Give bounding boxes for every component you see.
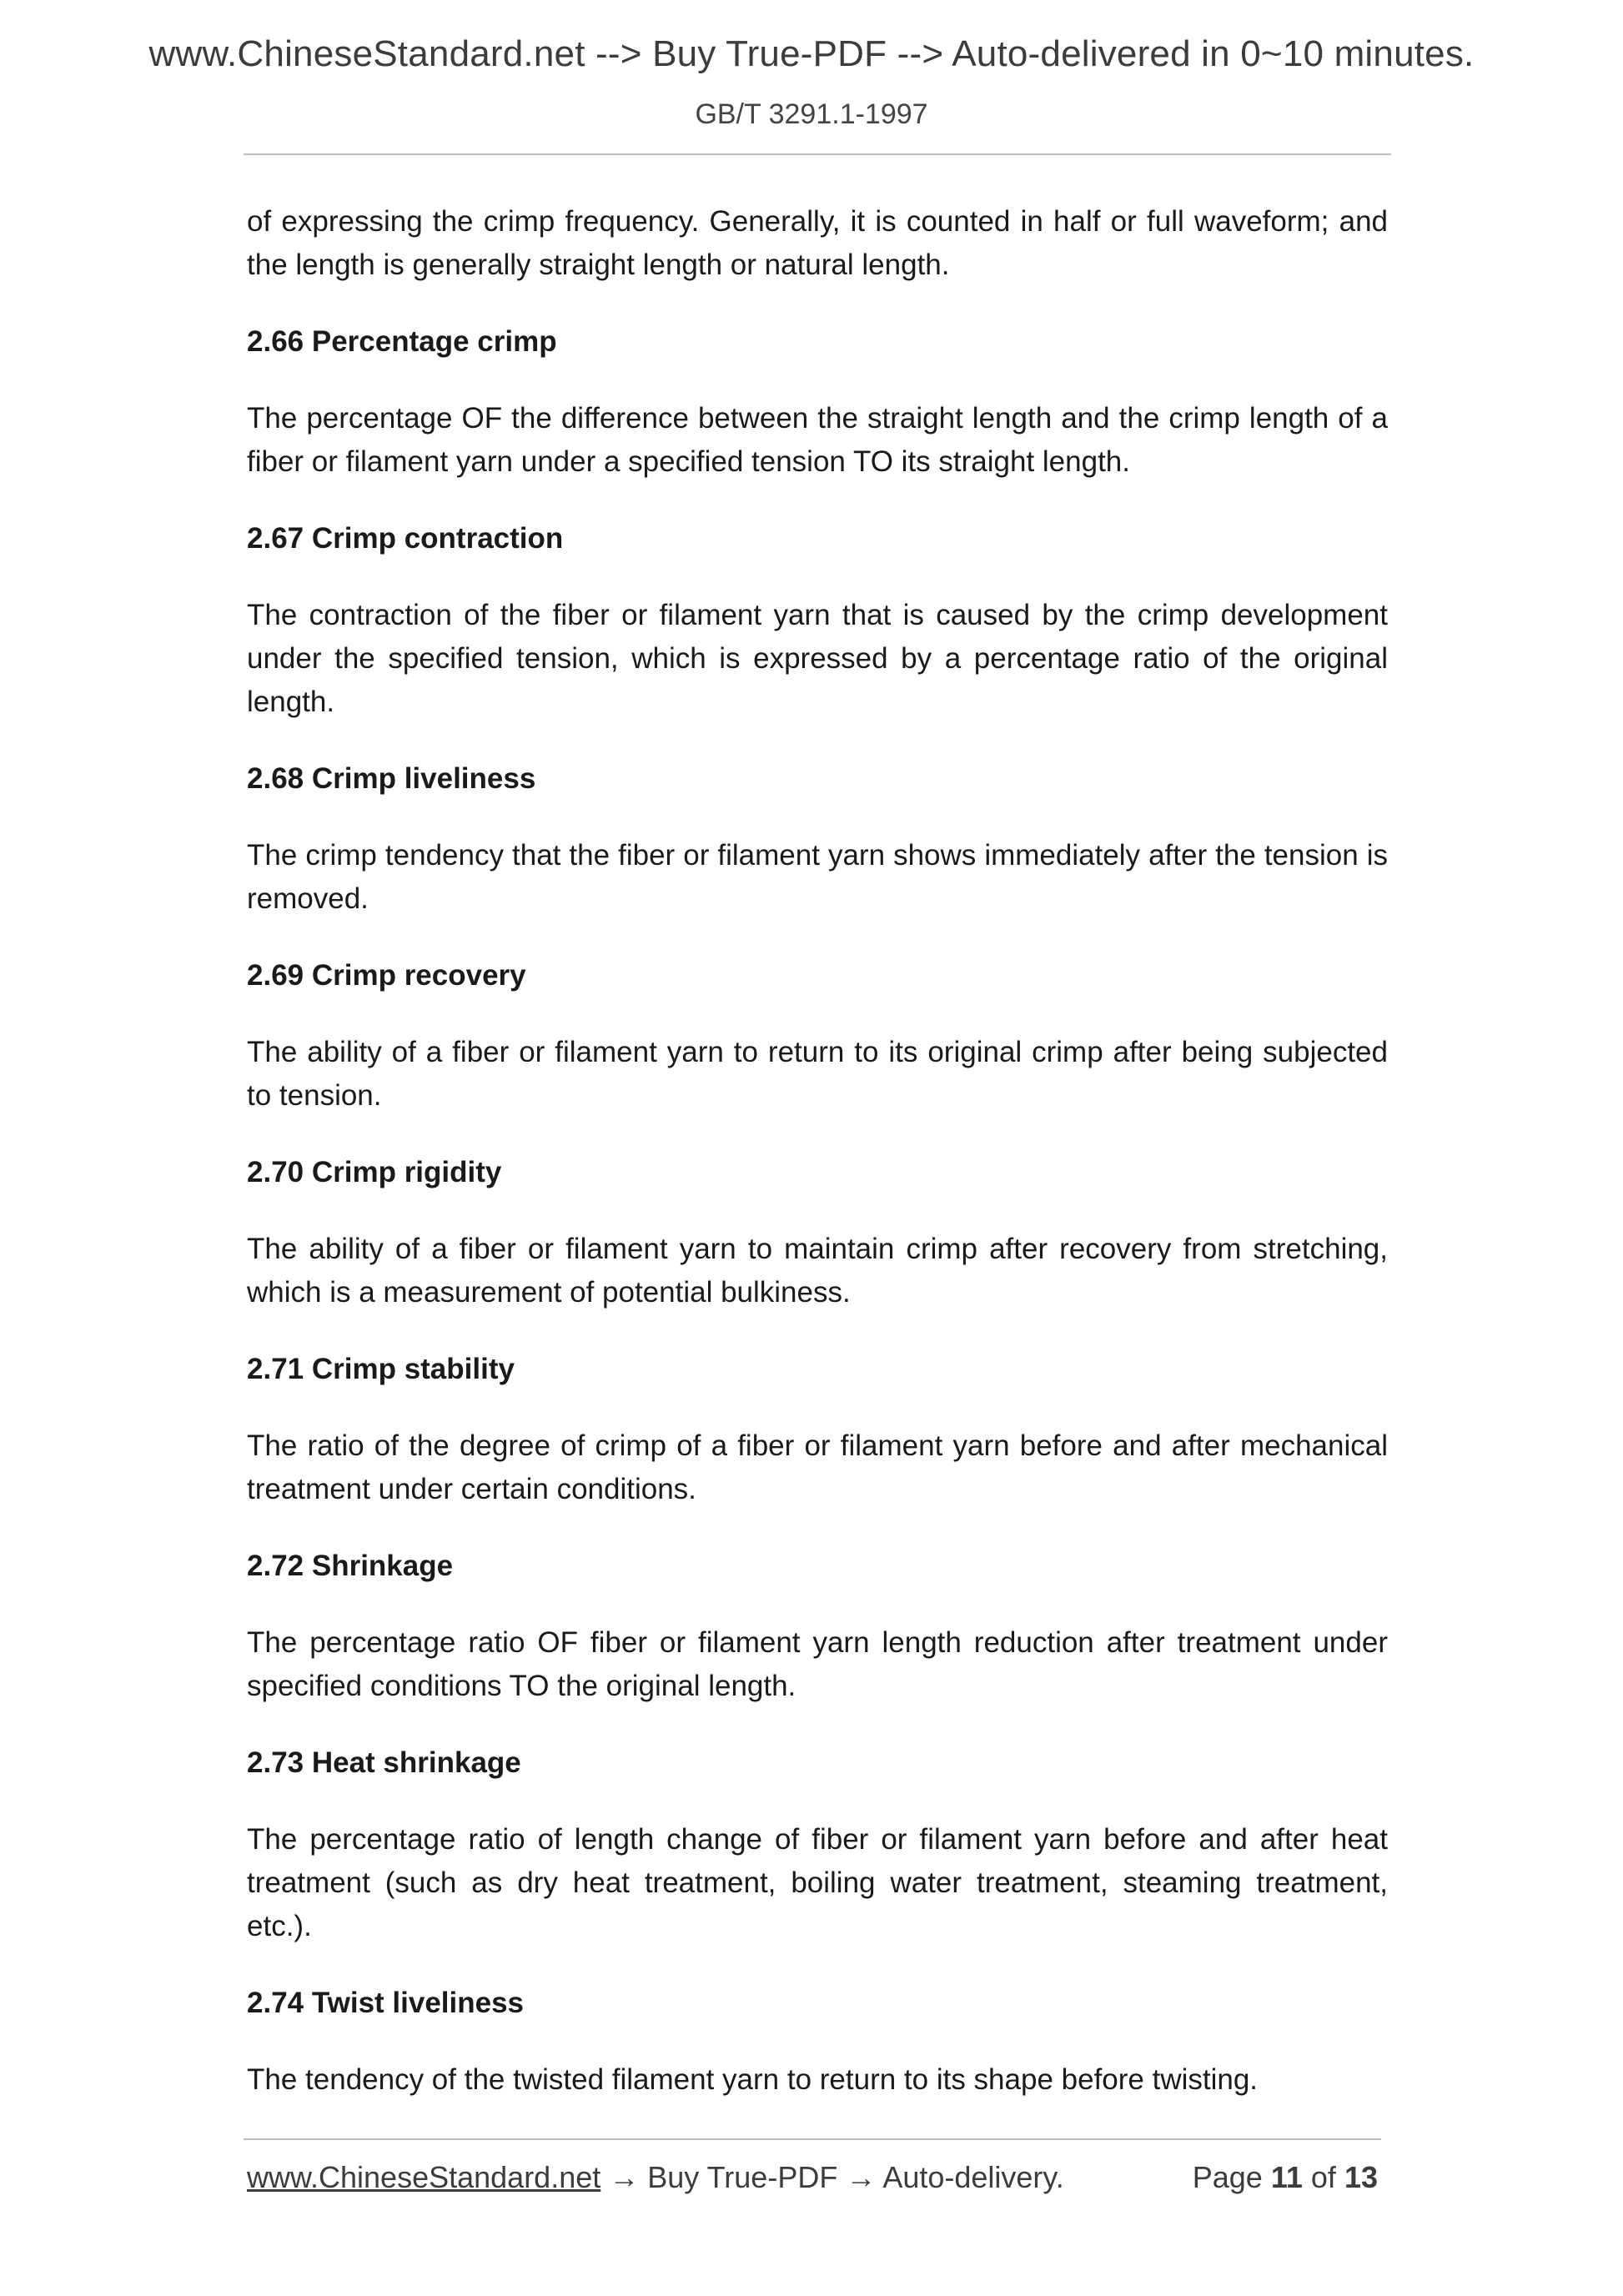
footer-site-link[interactable]: www.ChineseStandard.net xyxy=(247,2160,601,2194)
document-code: GB/T 3291.1-1997 xyxy=(695,98,928,130)
section-text: The contraction of the fiber or filament yarn that is caused by the crimp development under the specified tension, which is expressed by a percentage ratio of the original length. xyxy=(247,599,1388,718)
section-text: The ratio of the degree of crimp of a fiber or filament yarn before and after mechanical treatment under certain conditions. xyxy=(247,1429,1388,1505)
section-heading: 2.68 Crimp liveliness xyxy=(247,762,536,795)
intro-paragraph: of expressing the crimp frequency. Generally, it is counted in half or full waveform; and the length is generally straight length or natural length. xyxy=(247,205,1388,281)
section-2-72 xyxy=(247,1545,1388,1708)
section-text: The percentage ratio of length change of fiber or filament yarn before and after heat treatment (such as dry heat treatment, boiling water treatment, steaming treatment, etc.). xyxy=(247,1823,1388,1942)
section-text: The ability of a fiber or filament yarn to maintain crimp after recovery from stretching, which is a measurement of potential bulkiness. xyxy=(247,1233,1388,1309)
top-banner: www.ChineseStandard.net --> Buy True-PDF --> Auto-delivered in 0~10 minutes. xyxy=(148,33,1475,74)
section-2-73 xyxy=(247,1741,1388,1948)
document-body xyxy=(247,200,1388,2135)
section-heading: 2.73 Heat shrinkage xyxy=(247,1746,521,1779)
current-page-number: 11 xyxy=(1270,2160,1303,2194)
section-heading: 2.67 Crimp contraction xyxy=(247,522,564,555)
section-2-67 xyxy=(247,517,1388,724)
header-divider xyxy=(244,153,1391,155)
footer-divider xyxy=(244,2138,1381,2140)
section-text: The percentage OF the difference between the straight length and the crimp length of a fiber or filament yarn under a specified tension TO its straight length. xyxy=(247,402,1388,478)
section-heading: 2.66 Percentage crimp xyxy=(247,325,557,358)
of-label: of xyxy=(1310,2160,1336,2194)
footer-promo xyxy=(247,2160,1064,2195)
section-heading: 2.72 Shrinkage xyxy=(247,1550,454,1582)
total-page-count: 13 xyxy=(1344,2160,1378,2194)
section-text: The percentage ratio OF fiber or filament yarn length reduction after treatment under specified conditions TO the original length. xyxy=(247,1626,1388,1702)
page-label: Page xyxy=(1192,2160,1263,2194)
section-2-74 xyxy=(247,1982,1388,2102)
section-text: The tendency of the twisted filament yarn to return to its shape before twisting. xyxy=(247,2063,1259,2096)
section-text: The crimp tendency that the fiber or filament yarn shows immediately after the tension is removed. xyxy=(247,839,1388,915)
section-2-71 xyxy=(247,1348,1388,1511)
section-2-70 xyxy=(247,1151,1388,1314)
section-heading: 2.71 Crimp stability xyxy=(247,1353,515,1385)
section-2-66 xyxy=(247,320,1388,484)
section-2-68 xyxy=(247,757,1388,921)
section-2-69 xyxy=(247,954,1388,1118)
footer-tagline: → Buy True-PDF → Auto-delivery. xyxy=(600,2160,1064,2194)
section-heading: 2.69 Crimp recovery xyxy=(247,959,526,992)
section-heading: 2.70 Crimp rigidity xyxy=(247,1156,502,1188)
page-footer xyxy=(247,2160,1378,2202)
page-indicator xyxy=(1193,2160,1378,2195)
section-text: The ability of a fiber or filament yarn to return to its original crimp after being subjected to tension. xyxy=(247,1036,1388,1112)
section-heading: 2.74 Twist liveliness xyxy=(247,1987,525,2019)
